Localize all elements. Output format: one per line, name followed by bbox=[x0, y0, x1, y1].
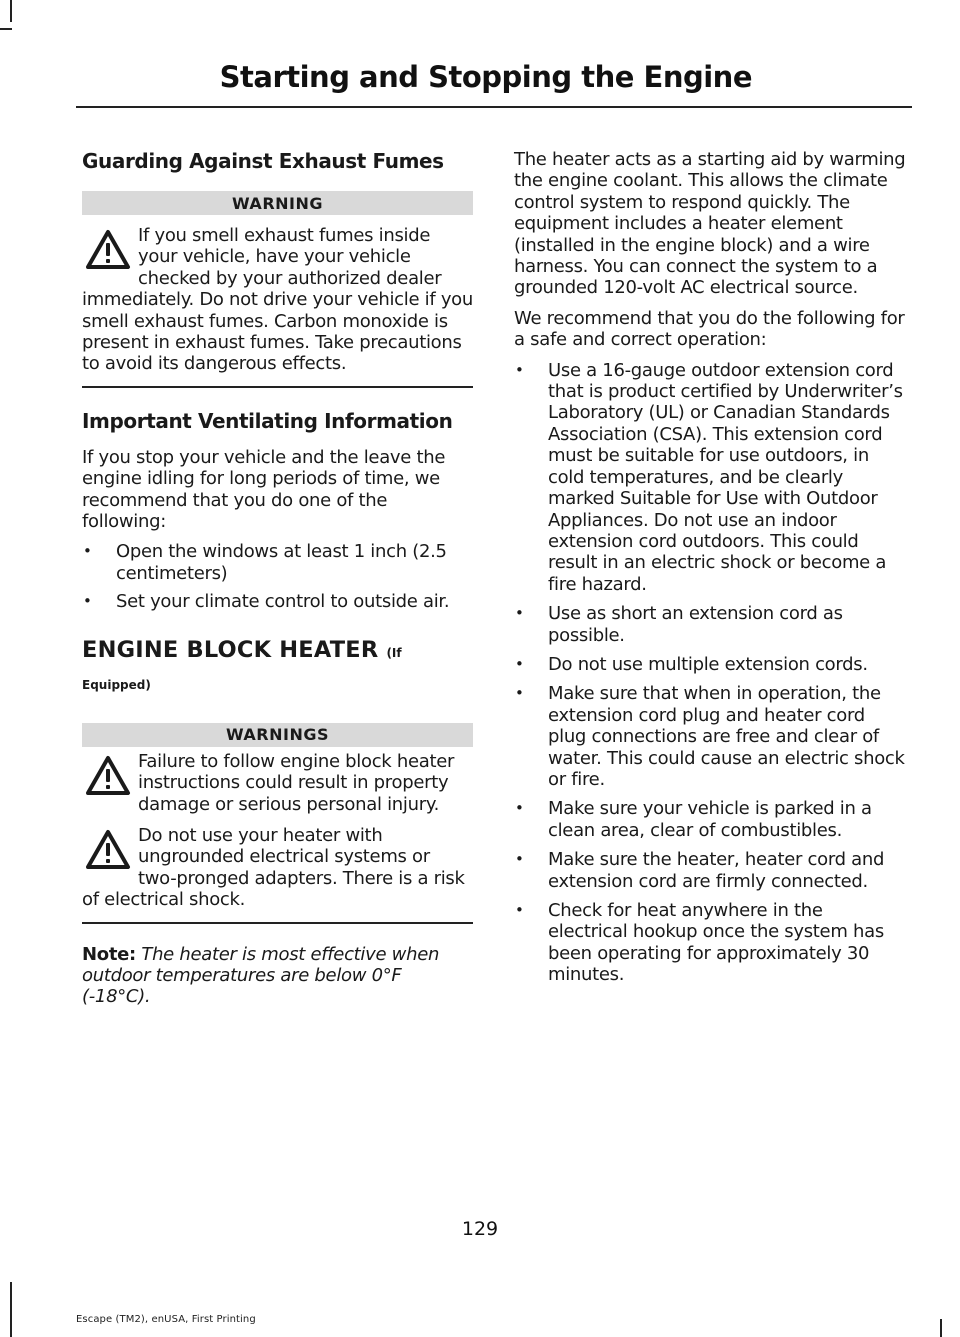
list-item: • Make sure your vehicle is parked in a clean area, clear of combustibles. bbox=[514, 798, 906, 841]
warning-body bbox=[82, 825, 473, 911]
warning-body bbox=[82, 751, 473, 815]
warnings-label: WARNINGS bbox=[82, 723, 473, 747]
block-heater-warnings-box bbox=[82, 723, 473, 924]
edition-footer: Escape (TM2), enUSA, First Printing bbox=[76, 1314, 256, 1325]
left-column bbox=[82, 146, 473, 1008]
exhaust-heading: Guarding Against Exhaust Fumes bbox=[82, 149, 444, 173]
list-item: • Do not use multiple extension cords. bbox=[514, 654, 906, 675]
ventilating-heading: Important Ventilating Information bbox=[82, 408, 453, 433]
list-item: • Use as short an extension cord as possible. bbox=[514, 603, 906, 646]
list-item: • Check for heat anywhere in the electrical hookup once the system has been operating for approximately 30 minutes. bbox=[514, 900, 906, 986]
note-label: Note: bbox=[82, 943, 136, 965]
crop-mark-top-left-vertical bbox=[10, 0, 12, 22]
list-item: • Make sure the heater, heater cord and extension cord are firmly connected. bbox=[514, 849, 906, 892]
warning-divider bbox=[82, 386, 473, 388]
block-heater-heading-suffix: (If bbox=[386, 645, 402, 660]
header-divider bbox=[76, 106, 912, 108]
crop-mark-bottom-left-vertical bbox=[10, 1282, 12, 1337]
list-item: • Use a 16-gauge outdoor extension cord that is product certified by Underwriter’s Laboratory (UL) or Canadian Standards Association (CSA). This extension cord must be suitable for use outdoors, in cold temperatures, and be clearly marked Suitable for Use with Outdoor Appliances. Do not use an indoor extension cord outdoors. This could result in an electric shock or become a fire hazard. bbox=[514, 360, 906, 595]
exhaust-warning-box bbox=[82, 191, 473, 388]
list-item: • Make sure that when in operation, the extension cord plug and heater cord plug connections are free and clear of water. This could cause an electric shock or fire. bbox=[514, 683, 906, 790]
ventilating-list bbox=[82, 541, 473, 612]
warning-label: WARNING bbox=[82, 191, 473, 215]
note bbox=[82, 944, 473, 1008]
heater-list bbox=[514, 360, 906, 986]
warning-text: Do not use your heater with ungrounded electrical systems or two-pronged adapters. There is a risk of electrical shock. bbox=[82, 824, 465, 911]
heater-paragraph-2: We recommend that you do the following for a safe and correct operation: bbox=[514, 307, 905, 351]
heater-paragraph-1: The heater acts as a starting aid by warming the engine coolant. This allows the climate control system to respond quickly. The equipment includes a heater element (installed in the engine block) and a wire harness. You can connect the system to a grounded 120-volt AC electrical source. bbox=[514, 149, 906, 299]
block-heater-heading bbox=[82, 636, 473, 667]
warning-triangle-icon bbox=[82, 227, 134, 274]
ventilating-intro: If you stop your vehicle and the leave the engine idling for long periods of time, we recommend that you do one of the following: bbox=[82, 446, 446, 533]
crop-mark-top-left-horizontal bbox=[0, 28, 12, 30]
block-heater-heading-sub: Equipped) bbox=[82, 677, 151, 692]
page-number: 129 bbox=[461, 1218, 499, 1240]
crop-mark-bottom-right-vertical bbox=[940, 1319, 942, 1337]
warning-text: Failure to follow engine block heater instructions could result in property damage or serious personal injury. bbox=[138, 750, 455, 815]
warning-text: If you smell exhaust fumes inside your vehicle, have your vehicle checked by your authorized dealer immediately. Do not drive your vehicle if you smell exhaust fumes. Carbon monoxide is present in exhaust fumes. Take precautions to avoid its dangerous effects. bbox=[82, 225, 473, 375]
warning-triangle-icon bbox=[82, 827, 134, 874]
right-column bbox=[514, 146, 906, 986]
page-header-title: Starting and Stopping the Engine bbox=[219, 60, 752, 94]
list-item: • Set your climate control to outside air. bbox=[82, 591, 473, 612]
warning-body bbox=[82, 225, 473, 375]
list-item: • Open the windows at least 1 inch (2.5 centimeters) bbox=[82, 541, 473, 584]
block-heater-heading-text: ENGINE BLOCK HEATER bbox=[82, 636, 379, 663]
warning-divider bbox=[82, 922, 473, 924]
warning-triangle-icon bbox=[82, 753, 134, 800]
note-text: The heater is most effective when outdoor temperatures are below 0°F (-18°C). bbox=[82, 943, 440, 1008]
